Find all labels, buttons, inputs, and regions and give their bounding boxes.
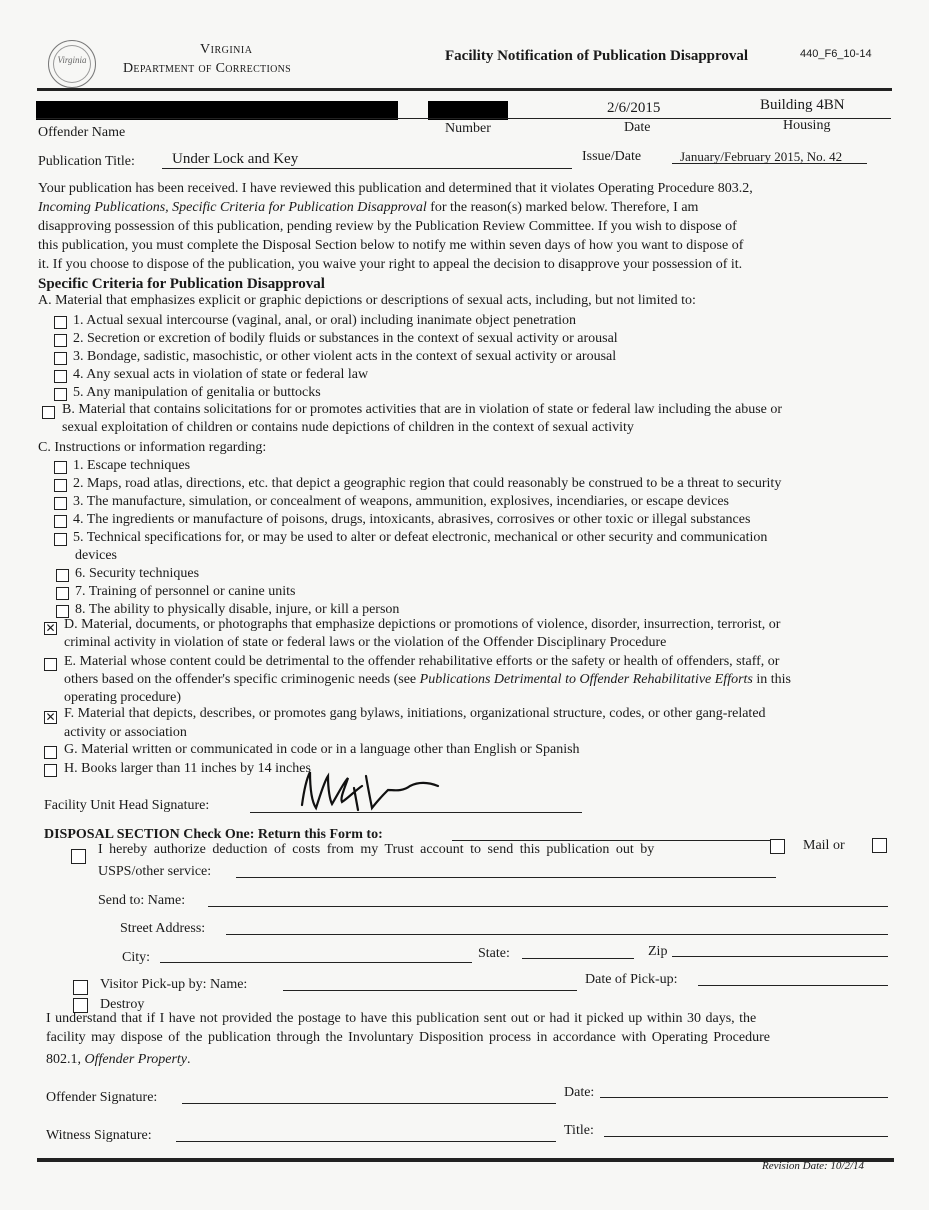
criteria-e-ital: Publications Detrimental to Offender Rehabilitative Efforts: [419, 672, 753, 687]
usps-line[interactable]: [236, 877, 776, 878]
intro-ital-ref: Incoming Publications, Specific Criteria for Publication Disapproval: [38, 200, 427, 215]
checkbox-c4[interactable]: [54, 515, 67, 528]
send-to-line[interactable]: [208, 906, 888, 907]
street-line[interactable]: [226, 934, 888, 935]
checkbox-a1[interactable]: [54, 316, 67, 329]
sig-title-label: Title:: [564, 1123, 594, 1138]
checkbox-g[interactable]: [44, 746, 57, 759]
checkbox-a5[interactable]: [54, 388, 67, 401]
checkbox-c7[interactable]: [56, 587, 69, 600]
checkbox-b[interactable]: [42, 406, 55, 419]
criteria-e-line2b: in this: [752, 672, 791, 687]
checkbox-e[interactable]: [44, 658, 57, 671]
intro-line-3: disapproving possession of this publication, pending review by the Publication Review Committee. If you wish to dispose of: [38, 219, 737, 234]
disposal-heading: DISPOSAL SECTION Check One: Return this Form to:: [44, 827, 383, 842]
criteria-a2: 2. Secretion or excretion of bodily fluids or substances in the context of sexual activity or arousal: [73, 331, 618, 346]
offender-row-line: [36, 118, 891, 119]
date-label: Date: [624, 120, 651, 135]
check-mark-f-icon: ✕: [45, 710, 56, 724]
checkbox-visitor[interactable]: [73, 980, 88, 995]
zip-line[interactable]: [672, 956, 888, 957]
criteria-c7: 7. Training of personnel or canine units: [75, 584, 296, 599]
criteria-a-heading: A. Material that emphasizes explicit or graphic depictions or descriptions of sexual acts, including, but not limited to:: [38, 293, 696, 308]
criteria-c-heading: C. Instructions or information regarding:: [38, 440, 267, 455]
checkbox-usps[interactable]: [770, 839, 785, 854]
zip-label: Zip: [648, 944, 668, 959]
criteria-b-line1: B. Material that contains solicitations for or promotes activities that are in violation of state or federal law including the abuse or: [62, 402, 783, 417]
date-pickup-line[interactable]: [698, 985, 888, 986]
checkbox-a4[interactable]: [54, 370, 67, 383]
criteria-e-line1: E. Material whose content could be detrimental to the offender rehabilitative efforts or the safety or health of offenders, staff, or: [64, 654, 780, 669]
criteria-b-line2: sexual exploitation of children or contains nude depictions of children in the context of sexual activity: [62, 420, 634, 435]
check-mark-d-icon: ✕: [45, 621, 56, 635]
checkbox-c3[interactable]: [54, 497, 67, 510]
criteria-d-line1: D. Material, documents, or photographs that emphasize depictions or promotions of violence, disorder, insurrection, terrorist, or: [64, 617, 781, 632]
criteria-g: G. Material written or communicated in code or in a language other than English or Spanish: [64, 742, 580, 757]
criteria-a3: 3. Bondage, sadistic, masochistic, or other violent acts in the context of sexual activity or arousal: [73, 349, 617, 364]
checkbox-h[interactable]: [44, 764, 57, 777]
intro-line-4: this publication, you must complete the Disposal Section below to notify me within seven days of how you want to dispose of: [38, 238, 744, 253]
checkbox-c6[interactable]: [56, 569, 69, 582]
sig-date-label: Date:: [564, 1085, 595, 1100]
checkbox-c2[interactable]: [54, 479, 67, 492]
criteria-c5: 5. Technical specifications for, or may be used to alter or defeat electronic, mechanical or other security and communication: [73, 530, 768, 545]
offender-name-label: Offender Name: [38, 125, 126, 140]
criteria-e-line3: operating procedure): [64, 690, 181, 705]
criteria-e-line2a: others based on the offender's specific criminogenic needs (see: [64, 672, 420, 687]
understand-line-3a: 802.1,: [46, 1052, 85, 1067]
send-to-label: Send to: Name:: [98, 893, 186, 908]
issue-date-label: Issue/Date: [582, 149, 642, 164]
issue-date-value: January/February 2015, No. 42: [680, 149, 843, 164]
handwritten-signature-icon: [292, 760, 452, 820]
publication-title-label: Publication Title:: [38, 154, 135, 169]
witness-signature-label: Witness Signature:: [46, 1128, 152, 1143]
criteria-c8: 8. The ability to physically disable, injure, or kill a person: [75, 602, 400, 617]
revision-date: Revision Date: 10/2/14: [762, 1160, 865, 1172]
criteria-e-line2: [64, 672, 791, 688]
street-label: Street Address:: [120, 921, 206, 936]
date-pickup-label: Date of Pick-up:: [585, 972, 678, 987]
criteria-f-line1: F. Material that depicts, describes, or promotes gang bylaws, initiations, organizational structure, codes, or other gang-related: [64, 706, 766, 721]
criteria-c1: 1. Escape techniques: [73, 458, 191, 473]
criteria-c6: 6. Security techniques: [75, 566, 200, 581]
criteria-a5: 5. Any manipulation of genitalia or buttocks: [73, 385, 321, 400]
destroy-label: Destroy: [100, 997, 145, 1012]
housing-value: Building 4BN: [760, 97, 845, 113]
state-label: State:: [478, 946, 510, 961]
criteria-heading: Specific Criteria for Publication Disapproval: [38, 276, 325, 292]
issue-date-line: [672, 163, 867, 164]
housing-label: Housing: [783, 118, 831, 133]
criteria-d-line2: criminal activity in violation of state or federal laws or the violation of the Offender Disciplinary Procedure: [64, 635, 667, 650]
form-title: Facility Notification of Publication Disapproval: [445, 48, 749, 64]
understand-line-3: [46, 1052, 191, 1068]
city-line[interactable]: [160, 962, 472, 963]
intro-line-2-rest: for the reason(s) marked below. Therefore, I am: [426, 200, 699, 215]
criteria-f-line2: activity or association: [64, 725, 187, 740]
usps-label: USPS/other service:: [98, 864, 212, 879]
checkbox-a2[interactable]: [54, 334, 67, 347]
state-line[interactable]: [522, 958, 634, 959]
unit-head-signature-label: Facility Unit Head Signature:: [44, 798, 210, 813]
sig-date-line[interactable]: [600, 1097, 888, 1098]
criteria-a1: 1. Actual sexual intercourse (vaginal, anal, or oral) including inanimate object penetration: [73, 313, 577, 328]
checkbox-d[interactable]: [44, 622, 57, 635]
checkbox-mail[interactable]: [872, 838, 887, 853]
mail-label: Mail or: [803, 838, 845, 853]
offender-signature-label: Offender Signature:: [46, 1090, 158, 1105]
criteria-c5-cont: devices: [75, 548, 117, 563]
criteria-c4: 4. The ingredients or manufacture of poisons, drugs, intoxicants, abrasives, corrosives or other toxic or illegal substances: [73, 512, 751, 527]
understand-line-3b: .: [187, 1052, 191, 1067]
checkbox-authorize[interactable]: [71, 849, 86, 864]
understand-line-2: facility may dispose of the publication through the Involuntary Disposition process in accordance with Operating Procedure: [46, 1030, 770, 1045]
visitor-label: Visitor Pick-up by: Name:: [100, 977, 248, 992]
return-form-line[interactable]: [452, 840, 778, 841]
criteria-c2: 2. Maps, road atlas, directions, etc. that depict a geographic region that could reasonably be construed to be a threat to security: [73, 476, 782, 491]
criteria-a4: 4. Any sexual acts in violation of state or federal law: [73, 367, 369, 382]
intro-line-2: [38, 200, 698, 216]
visitor-line[interactable]: [283, 990, 577, 991]
criteria-h: H. Books larger than 11 inches by 14 inches: [64, 761, 311, 776]
offender-signature-line[interactable]: [182, 1103, 556, 1104]
authorize-line: I hereby authorize deduction of costs from my Trust account to send this publication out by: [98, 842, 655, 857]
header-rule: [37, 88, 892, 91]
number-label: Number: [445, 121, 491, 136]
checkbox-f[interactable]: [44, 711, 57, 724]
form-number: 440_F6_10-14: [800, 48, 872, 60]
virginia-seal-icon: [48, 40, 96, 88]
date-value: 2/6/2015: [607, 100, 661, 116]
sig-title-line[interactable]: [604, 1136, 888, 1137]
checkbox-a3[interactable]: [54, 352, 67, 365]
city-label: City:: [122, 950, 151, 965]
publication-title-line: [162, 168, 572, 169]
intro-line-5: it. If you choose to dispose of the publication, you waive your right to appeal the decision to disapprove your possession of it.: [38, 257, 743, 272]
checkbox-c1[interactable]: [54, 461, 67, 474]
seal-text: Virginia: [57, 55, 87, 65]
offender-property-ref: Offender Property: [84, 1052, 188, 1067]
agency-line1: Virginia: [200, 42, 253, 57]
understand-line-1: I understand that if I have not provided the postage to have this publication sent out or had it picked up within 30 days, the: [46, 1011, 757, 1026]
publication-title-value: Under Lock and Key: [172, 151, 299, 167]
agency-line2: Department of Corrections: [123, 61, 291, 76]
criteria-c3: 3. The manufacture, simulation, or concealment of weapons, ammunition, explosives, incendiaries, or escape devices: [73, 494, 729, 509]
checkbox-c5[interactable]: [54, 533, 67, 546]
intro-line-1: Your publication has been received. I have reviewed this publication and determined that it violates Operating Procedure 803.2,: [38, 181, 753, 196]
witness-signature-line[interactable]: [176, 1141, 556, 1142]
